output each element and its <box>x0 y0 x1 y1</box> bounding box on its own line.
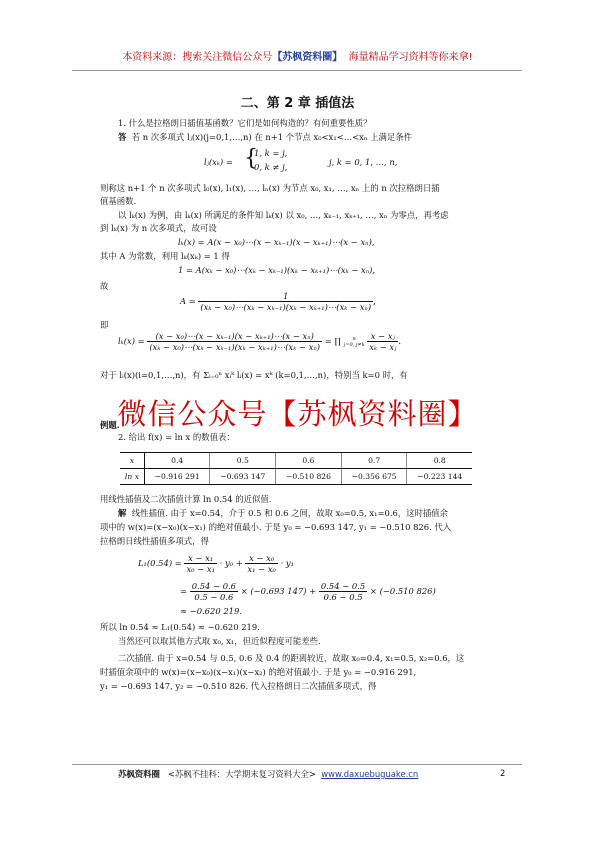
table-cell: −0.693 147 <box>210 469 276 485</box>
table-header-cell: 0.5 <box>210 453 276 469</box>
substitution-tail: × (−0.510 826) <box>369 586 436 596</box>
solution-line-5: 当然还可以取其他方式取 x₀, x₁，但近似程度可能差些. <box>118 636 321 646</box>
table-header-cell: 0.7 <box>341 453 407 469</box>
footer-url-link[interactable]: www.daxuebuguake.cn <box>321 769 419 779</box>
solution-line-3: 拉格朗日线性插值多项式，得 <box>100 536 209 546</box>
table-cell: −0.916 291 <box>144 469 210 485</box>
wechat-watermark: 微信公众号【苏枫资料圈】 <box>117 397 478 431</box>
answer-line-4: 以 lₖ(x) 为例，由 lₖ(x) 所满足的条件知 lₖ(x) 以 x₀, …, xₖ₋₁, xₖ₊₁, …, xₙ 为零点，再考虑 <box>118 210 449 220</box>
solution-line-2: 项中的 w(x)=(x−x₀)(x−x₁) 的绝对值最小. 于是 y₀ = −0.693 147, y₁ = −0.510 826. 代入 <box>100 522 452 532</box>
linear-y0-term: · y₀ + <box>219 558 243 568</box>
constant-a-comma: , <box>373 296 376 306</box>
solution-line-4: 所以 ln 0.54 ≈ L₁(0.54) ≈ −0.620 219. <box>100 622 260 632</box>
table-cell: −0.223 144 <box>407 469 472 485</box>
question-2-task: 用线性插值及二次插值计算 ln 0.54 的近似值. <box>100 494 272 504</box>
product-numerator: x − xⱼ <box>367 331 398 342</box>
lagrange-basis-equation <box>118 331 401 352</box>
linear-result: ≈ −0.620 219. <box>180 606 242 616</box>
condition-case-1: 1, k = j, <box>254 148 288 158</box>
product-lower-limit: j=0, j≠k <box>343 341 365 348</box>
linear-fraction-2 <box>245 553 278 574</box>
solution-line-1 <box>118 508 448 519</box>
therefore-word: 故 <box>100 281 109 291</box>
answer-line-7: 对于 lᵢ(x)(i=0,1,…,n)，有 Σᵢ₌₀ⁿ xᵢᵏ lᵢ(x) = xᵏ (k=0,1,…,n)，特别当 k=0 时，有 <box>100 370 408 380</box>
brace-symbol: { <box>244 146 258 171</box>
constant-a-denominator: (xₖ − x₀)⋯(xₖ − xₖ₋₁)(xₖ − xₖ₊₁)⋯(xₖ − xₙ) <box>200 302 372 312</box>
example-label: 例题. <box>100 420 120 430</box>
condition-rhs: j, k = 0, 1, …, n, <box>329 157 398 167</box>
solution-label: 解 <box>118 508 127 518</box>
table-header-cell: 0.4 <box>144 453 210 469</box>
footer-slogan: <苏枫不挂科：大学期末复习资料大全> <box>167 769 316 779</box>
linear-fraction-2-den: x₁ − x₀ <box>247 564 276 574</box>
answer-line-5: 到 lₖ(x) 为 n 次多项式，故可设 <box>100 223 217 233</box>
substitution-fraction-1 <box>190 581 238 602</box>
source-banner <box>0 48 595 63</box>
substitution-fraction-2 <box>319 581 367 602</box>
product-fraction <box>367 331 398 352</box>
substitution-fraction-1-den: 0.5 − 0.6 <box>194 592 234 602</box>
page-number: 2 <box>500 768 506 778</box>
basis-denominator: (xₖ − x₀)⋯(xₖ − xₖ₋₁)(xₖ − xₖ₊₁)⋯(xₖ − xₙ) <box>149 342 321 352</box>
table-cell: −0.356 675 <box>341 469 407 485</box>
banner-brand-text: 【苏枫资料圈】 <box>272 52 343 63</box>
chapter-title: 二、第 2 章 插值法 <box>240 96 355 111</box>
linear-fraction-1-num: x − x₁ <box>184 553 217 564</box>
ln-value-table <box>120 452 472 485</box>
question-2: 2. 给出 f(x) = ln x 的数值表： <box>118 432 235 442</box>
lk-product-equation: lₖ(x) = A(x − x₀)⋯(x − xₖ₋₁)(x − xₖ₊₁)⋯(x − xₙ), <box>178 237 375 247</box>
linear-y1-term: · y₁ <box>280 558 295 568</box>
equals-sign: = <box>180 586 188 596</box>
answer-line-2: 则称这 n+1 个 n 次多项式 l₀(x), l₁(x), …, lₙ(x) 为节点 x₀, x₁, …, xₙ 上的 n 次拉格朗日插 <box>100 183 440 193</box>
basis-numerator: (x − x₀)⋯(x − xₖ₋₁)(x − xₖ₊₁)⋯(x − xₙ) <box>147 331 322 342</box>
footer-bar <box>118 768 418 780</box>
product-denominator: xₖ − xⱼ <box>369 342 397 352</box>
basis-lhs: lₖ(x) = <box>118 336 145 346</box>
basis-fraction <box>147 331 322 352</box>
table-header-cell: x <box>120 453 144 469</box>
table-header-cell: 0.6 <box>276 453 342 469</box>
linear-fraction-2-num: x − x₀ <box>245 553 278 564</box>
substitution-fraction-2-num: 0.54 − 0.5 <box>320 581 366 591</box>
header-divider <box>72 70 522 71</box>
linear-fraction-1-den: x₀ − x₁ <box>186 564 215 574</box>
table-cell: −0.510 826 <box>276 469 342 485</box>
solution-line-6: 二次插值. 由于 x=0.54 与 0.5, 0.6 及 0.4 的距离较近，故取 x₀=0.4, x₁=0.5, x₂=0.6，这 <box>118 653 465 663</box>
linear-substitution <box>180 581 436 602</box>
condition-lhs: lⱼ(xₖ) = <box>204 157 233 167</box>
basis-period: . <box>398 336 402 346</box>
solution-line-8: y₁ = −0.693 147, y₂ = −0.510 826. 代入拉格朗日二次插值多项式，得 <box>100 681 377 691</box>
product-upper-limit: n <box>352 335 356 342</box>
footer-divider <box>72 764 522 765</box>
table-row <box>120 453 472 469</box>
answer-line-1 <box>118 132 412 143</box>
constant-a-lhs: A = <box>180 296 196 306</box>
substitution-fraction-2-den: 0.6 − 0.5 <box>323 592 363 602</box>
question-1: 1. 什么是拉格朗日插值基函数？它们是如何构造的？有何重要性质？ <box>118 118 372 128</box>
linear-fraction-1 <box>184 553 217 574</box>
constant-a-numerator: 1 <box>198 291 373 302</box>
table-header-cell: 0.8 <box>407 453 472 469</box>
table-cell: ln x <box>120 469 144 485</box>
answer-line-3: 值基函数. <box>100 196 137 206</box>
solution-line-7: 时插值余项中的 w(x)=(x−x₀)(x−x₁)(x−x₂) 的绝对值最小. 于是 y₀ = −0.916 291, <box>100 667 417 677</box>
substitution-fraction-1-num: 0.54 − 0.6 <box>191 581 237 591</box>
namely-word: 即 <box>100 320 109 330</box>
answer-label: 答 <box>118 132 127 142</box>
linear-interp-formula <box>138 553 294 574</box>
product-symbol: = ∏ <box>324 336 342 346</box>
footer-brand: 苏枫资料圈 <box>118 769 160 779</box>
answer-text-1: 若 n 次多项式 lⱼ(x)(j=0,1,…,n) 在 n+1 个节点 x₀<x₁<…<xₙ 上满足条件 <box>131 132 413 142</box>
banner-left-text: 本资料来源：搜索关注微信公众号 <box>122 52 273 63</box>
constant-a-fraction <box>198 291 373 312</box>
solution-text-1: 线性插值. 由于 x=0.54，介于 0.5 和 0.6 之间，故取 x₀=0.5, x₁=0.6，这时插值余 <box>131 508 449 518</box>
table-row <box>120 469 472 485</box>
constant-a-equation <box>180 291 376 312</box>
answer-line-6: 其中 A 为常数，利用 lₖ(xₖ) = 1 得 <box>100 251 230 261</box>
normalization-equation: 1 = A(xₖ − x₀)⋯(xₖ − xₖ₋₁)(xₖ − xₖ₊₁)⋯(xₖ − xₙ), <box>178 265 376 275</box>
banner-right-text: 海量精品学习资料等你来拿! <box>348 52 473 63</box>
substitution-middle: × (−0.693 147) + <box>240 586 317 596</box>
product-limits <box>344 336 365 348</box>
linear-lhs: L₁(0.54) = <box>138 558 182 568</box>
condition-case-2: 0, k ≠ j, <box>254 162 288 172</box>
